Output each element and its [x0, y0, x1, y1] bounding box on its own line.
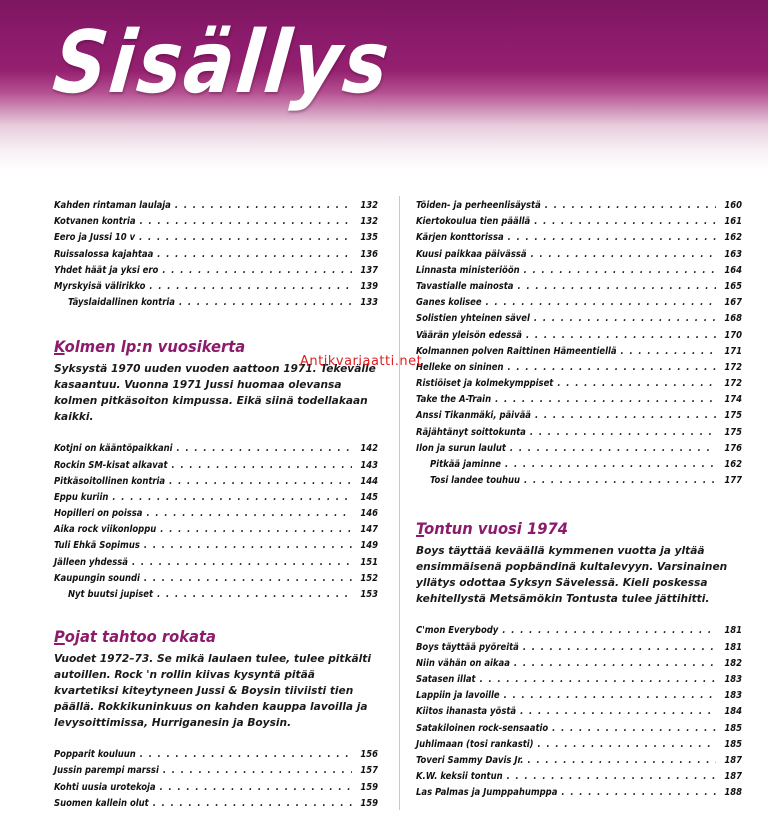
toc-entry-page: 156 — [360, 749, 378, 761]
toc-entry-page: 181 — [724, 625, 742, 637]
toc-entry-page: 185 — [724, 722, 742, 734]
dot-leader — [505, 459, 716, 470]
toc-entry — [54, 232, 378, 248]
toc-entry — [54, 281, 378, 297]
toc-entry-page: 139 — [360, 280, 378, 292]
toc-entry-title: Pitkää jaminne — [430, 459, 502, 470]
dot-leader — [523, 642, 716, 653]
toc-entry — [416, 625, 742, 641]
toc-entry-title: Kohti uusia urotekoja — [54, 781, 156, 793]
toc-entry-title: Kolmannen polven Raittinen Hämeentiellä — [416, 345, 617, 357]
toc-entry — [416, 755, 742, 771]
toc-entry-page: 162 — [724, 232, 742, 244]
toc-entry — [54, 749, 378, 765]
dot-leader — [157, 249, 352, 260]
toc-entry-page: 159 — [360, 797, 378, 809]
toc-entry-title: Lappiin ja lavoille — [416, 690, 500, 702]
toc-entry-page: 143 — [360, 459, 378, 471]
toc-entry-page: 174 — [724, 394, 742, 406]
dot-leader — [545, 200, 716, 211]
dot-leader — [528, 755, 716, 766]
dot-leader — [621, 346, 716, 357]
toc-entry — [54, 798, 378, 814]
dot-leader — [175, 200, 352, 211]
toc-entry-title: Satasen illat — [416, 673, 476, 685]
toc-entry-title: Kaupungin soundi — [54, 572, 140, 584]
toc-entry — [416, 216, 742, 232]
section-description: Boys täyttää keväällä kymmenen vuotta ja yltää ensimmäisenä popbändinä kultalevyyn. Varsinainen yllätys odottaa Syksyn Sävelessä. Kieli poskessa kehitellystä Metsämökin Tontusta tulee jättihitti. — [416, 545, 728, 606]
toc-entry — [54, 200, 378, 216]
toc-entry — [416, 265, 742, 281]
toc-entry — [416, 771, 742, 787]
dot-leader — [552, 723, 716, 734]
dot-leader — [534, 313, 716, 324]
toc-entry-title: Kiitos ihanasta yöstä — [416, 706, 517, 718]
dot-leader — [140, 749, 352, 760]
toc-entry-title: Ruissalossa kajahtaa — [54, 248, 154, 260]
dot-leader — [514, 658, 716, 669]
section-title-rest: ontun vuosi 1974 — [424, 519, 568, 539]
toc-entry — [54, 443, 378, 459]
toc-entry-title: Tuli Ehkä Sopimus — [54, 540, 140, 552]
toc-entry-page: 172 — [724, 378, 742, 390]
toc-list — [54, 749, 378, 814]
toc-entry-page: 132 — [360, 216, 378, 228]
toc-entry-page: 164 — [724, 264, 742, 276]
dot-leader — [538, 739, 716, 750]
toc-entry-page: 175 — [724, 426, 742, 438]
toc-entry-title: Satakiloinen rock-sensaatio — [416, 722, 549, 734]
toc-entry-page: 157 — [360, 765, 378, 777]
toc-entry-page: 170 — [724, 329, 742, 341]
toc-entry-page: 147 — [360, 524, 378, 536]
toc-entry-page: 142 — [360, 443, 378, 455]
dot-leader — [140, 216, 352, 227]
toc-entry-title: Jussin parempi marssi — [54, 765, 159, 777]
toc-entry — [416, 787, 742, 803]
toc-entry — [54, 557, 378, 573]
dot-leader — [169, 476, 352, 487]
dot-leader — [486, 297, 716, 308]
toc-entry-title: Kotvanen kontria — [54, 216, 136, 228]
toc-entry-title: Suomen kallein olut — [54, 797, 149, 809]
toc-entry-title: Popparit kouluun — [54, 749, 136, 761]
toc-entry — [416, 658, 742, 674]
toc-entry-page: 133 — [360, 297, 378, 309]
toc-entry-page: 175 — [724, 410, 742, 422]
toc-entry-page: 145 — [360, 491, 378, 503]
toc-entry-page: 159 — [360, 781, 378, 793]
toc-entry — [416, 459, 742, 475]
toc-entry-page: 153 — [360, 589, 378, 600]
toc-entry-title: Ristiöiset ja kolmekymppiset — [416, 378, 554, 390]
dot-leader — [144, 540, 352, 551]
toc-entry-page: 160 — [724, 200, 742, 211]
toc-entry-title: Tavastialle mainosta — [416, 280, 514, 292]
toc-entry — [416, 690, 742, 706]
dot-leader — [507, 771, 716, 782]
toc-entry-title: Anssi Tikanmäki, päivää — [416, 410, 531, 422]
toc-entry-title: Eero ja Jussi 10 v — [54, 232, 136, 244]
toc-entry — [416, 427, 742, 443]
toc-entry-page: 152 — [360, 572, 378, 584]
toc-entry-page: 171 — [724, 345, 742, 357]
toc-entry-page: 188 — [724, 787, 742, 799]
toc-entry — [416, 281, 742, 297]
section-description: Vuodet 1972–73. Se mikä laulaen tulee, tulee pitkälti autoillen. Rock 'n rollin kiivas kysyntä pitää kvartetiksi kiteytyneen Jussi & Boysin tiiviisti tien päällä. Rokkikuninkuus on kahden kauppa lavoilla ja levysoittimissa, Hurriganesin ja Boysin. — [54, 653, 371, 730]
toc-entry — [416, 642, 742, 658]
toc-entry-title: Hopilleri on poissa — [54, 508, 143, 520]
dot-leader — [508, 232, 716, 243]
toc-entry — [54, 540, 378, 556]
toc-entry — [416, 297, 742, 313]
toc-list — [416, 200, 742, 491]
dot-leader — [160, 524, 352, 535]
toc-entry-page: 137 — [360, 264, 378, 276]
toc-entry-title: Nyt buutsi jupiset — [68, 589, 154, 600]
toc-entry-page: 165 — [724, 280, 742, 292]
watermark-text: Antikvariaatti.net — [300, 354, 423, 369]
right-column — [416, 200, 742, 803]
toc-entry — [54, 589, 378, 605]
dot-leader — [518, 281, 717, 292]
toc-entry-title: Ilon ja surun laulut — [416, 442, 506, 454]
toc-entry-title: K.W. keksii tontun — [416, 771, 503, 783]
dot-leader — [172, 460, 352, 471]
toc-entry-page: 184 — [724, 706, 742, 718]
toc-entry-page: 168 — [724, 313, 742, 325]
section-title-rest: ojat tahtoo rokata — [64, 627, 216, 647]
toc-entry — [416, 378, 742, 394]
toc-entry-title: Pitkäsoitollinen kontria — [54, 475, 166, 487]
toc-entry — [54, 508, 378, 524]
toc-entry-page: 151 — [360, 556, 378, 568]
toc-entry-page: 161 — [724, 216, 742, 228]
toc-entry-page: 144 — [360, 475, 378, 487]
toc-entry — [54, 524, 378, 540]
dot-leader — [162, 265, 352, 276]
section-title — [416, 519, 716, 539]
toc-entry-title: Las Palmas ja Jumppahumppa — [416, 787, 558, 799]
toc-entry-page: 167 — [724, 297, 742, 309]
toc-list — [54, 200, 378, 313]
toc-entry-page: 187 — [724, 754, 742, 766]
toc-entry-page: 182 — [724, 657, 742, 669]
toc-entry-page: 177 — [724, 475, 742, 487]
toc-entry-title: Helleke on sininen — [416, 361, 504, 373]
dot-leader — [132, 557, 352, 568]
dot-leader — [495, 394, 716, 405]
toc-entry — [54, 765, 378, 781]
section-title-initial: T — [416, 519, 425, 539]
dot-leader — [520, 706, 716, 717]
toc-entry — [416, 739, 742, 755]
toc-entry — [54, 782, 378, 798]
left-column — [54, 200, 378, 814]
toc-entry — [416, 723, 742, 739]
toc-entry — [54, 573, 378, 589]
dot-leader — [561, 787, 716, 798]
toc-entry-page: 172 — [724, 361, 742, 373]
section-description: Syksystä 1970 uuden vuoden aattoon 1971. Tekevälle kasaantuu. Vuonna 1971 Jussi huomaa olevansa kolmen pitkäsoiton kimpussa. Eikä siinä todellakaan kaikki. — [54, 363, 376, 424]
dot-leader — [112, 492, 352, 503]
toc-entry-title: Linnasta ministeriöön — [416, 264, 520, 276]
toc-entry — [54, 492, 378, 508]
toc-entry — [416, 706, 742, 722]
dot-leader — [480, 674, 716, 685]
dot-leader — [157, 589, 352, 600]
toc-entry — [416, 475, 742, 491]
column-divider — [399, 196, 400, 810]
toc-entry-page: 149 — [360, 540, 378, 552]
toc-entry-title: Väärän yleisön edessä — [416, 329, 522, 341]
toc-entry-title: Solistien yhteinen sävel — [416, 313, 530, 325]
toc-entry — [54, 297, 378, 313]
toc-entry — [416, 200, 742, 216]
toc-entry-page: 146 — [360, 508, 378, 520]
toc-entry — [54, 265, 378, 281]
dot-leader — [535, 410, 716, 421]
toc-entry-title: Rockin SM-kisat alkavat — [54, 459, 168, 471]
toc-entry — [416, 362, 742, 378]
toc-entry — [416, 346, 742, 362]
toc-entry — [416, 330, 742, 346]
toc-entry-title: Tosi landee touhuu — [430, 475, 521, 487]
toc-entry-title: Ganes kolisee — [416, 297, 482, 309]
section-title-rest: olmen lp:n vuosikerta — [64, 337, 246, 357]
toc-entry-title: Take the A-Train — [416, 394, 492, 406]
toc-entry — [416, 313, 742, 329]
dot-leader — [146, 508, 352, 519]
toc-entry-title: Yhdet häät ja yksi ero — [54, 264, 159, 276]
toc-entry — [416, 232, 742, 248]
toc-entry-page: 132 — [360, 200, 378, 211]
toc-entry-title: Eppu kuriin — [54, 491, 109, 503]
toc-entry — [54, 460, 378, 476]
toc-entry — [416, 394, 742, 410]
toc-entry-page: 187 — [724, 771, 742, 783]
toc-entry-title: Myrskyisä välirikko — [54, 280, 146, 292]
page-title: Sisällys — [48, 13, 396, 113]
dot-leader — [153, 798, 352, 809]
toc-entry-title: Kiertokoulua tien päällä — [416, 216, 531, 228]
toc-entry-page: 185 — [724, 738, 742, 750]
toc-entry-page: 183 — [724, 673, 742, 685]
dot-leader — [504, 690, 716, 701]
dot-leader — [557, 378, 716, 389]
toc-entry — [54, 216, 378, 232]
toc-entry — [416, 674, 742, 690]
toc-entry-title: C'mon Everybody — [416, 625, 499, 637]
dot-leader — [163, 765, 352, 776]
toc-entry-page: 176 — [724, 442, 742, 454]
toc-entry-title: Jälleen yhdessä — [54, 556, 128, 568]
toc-list — [416, 625, 742, 803]
toc-entry-title: Aika rock viikonloppu — [54, 524, 157, 536]
toc-entry-title: Töiden- ja perheenlisäystä — [416, 200, 541, 211]
dot-leader — [160, 782, 352, 793]
toc-entry-page: 181 — [724, 641, 742, 653]
toc-entry-page: 183 — [724, 690, 742, 702]
toc-entry-page: 162 — [724, 459, 742, 470]
toc-entry-title: Boys täyttää pyöreitä — [416, 641, 519, 653]
dot-leader — [526, 330, 716, 341]
dot-leader — [139, 232, 352, 243]
dot-leader — [524, 475, 716, 486]
dot-leader — [530, 427, 716, 438]
section-title-initial: P — [54, 627, 65, 647]
toc-entry-title: Kuusi paikkaa päivässä — [416, 248, 527, 260]
toc-entry-title: Räjähtänyt soittokunta — [416, 426, 526, 438]
dot-leader — [149, 281, 352, 292]
toc-entry-title: Niin vähän on aikaa — [416, 657, 510, 669]
dot-leader — [531, 249, 716, 260]
section-title — [54, 627, 352, 647]
dot-leader — [524, 265, 716, 276]
toc-entry-page: 136 — [360, 248, 378, 260]
dot-leader — [510, 443, 716, 454]
toc-entry-title: Täyslaidallinen kontria — [68, 297, 175, 309]
dot-leader — [144, 573, 352, 584]
section-title-initial: K — [54, 337, 65, 357]
toc-entry — [54, 476, 378, 492]
toc-entry-title: Juhlimaan (tosi rankasti) — [416, 738, 534, 750]
dot-leader — [177, 443, 352, 454]
toc-list — [54, 443, 378, 605]
toc-entry — [416, 249, 742, 265]
toc-entry-title: Toveri Sammy Davis Jr. — [416, 754, 524, 766]
toc-entry-page: 135 — [360, 232, 378, 244]
toc-entry-title: Kärjen konttorissa — [416, 232, 504, 244]
toc-entry — [416, 443, 742, 459]
dot-leader — [502, 625, 716, 636]
dot-leader — [507, 362, 716, 373]
toc-entry — [416, 410, 742, 426]
toc-entry-page: 163 — [724, 248, 742, 260]
dot-leader — [179, 297, 352, 308]
toc-entry — [54, 249, 378, 265]
dot-leader — [534, 216, 716, 227]
toc-entry-title: Kahden rintaman laulaja — [54, 200, 171, 211]
toc-entry-title: Kotjni on kääntöpaikkani — [54, 443, 173, 455]
